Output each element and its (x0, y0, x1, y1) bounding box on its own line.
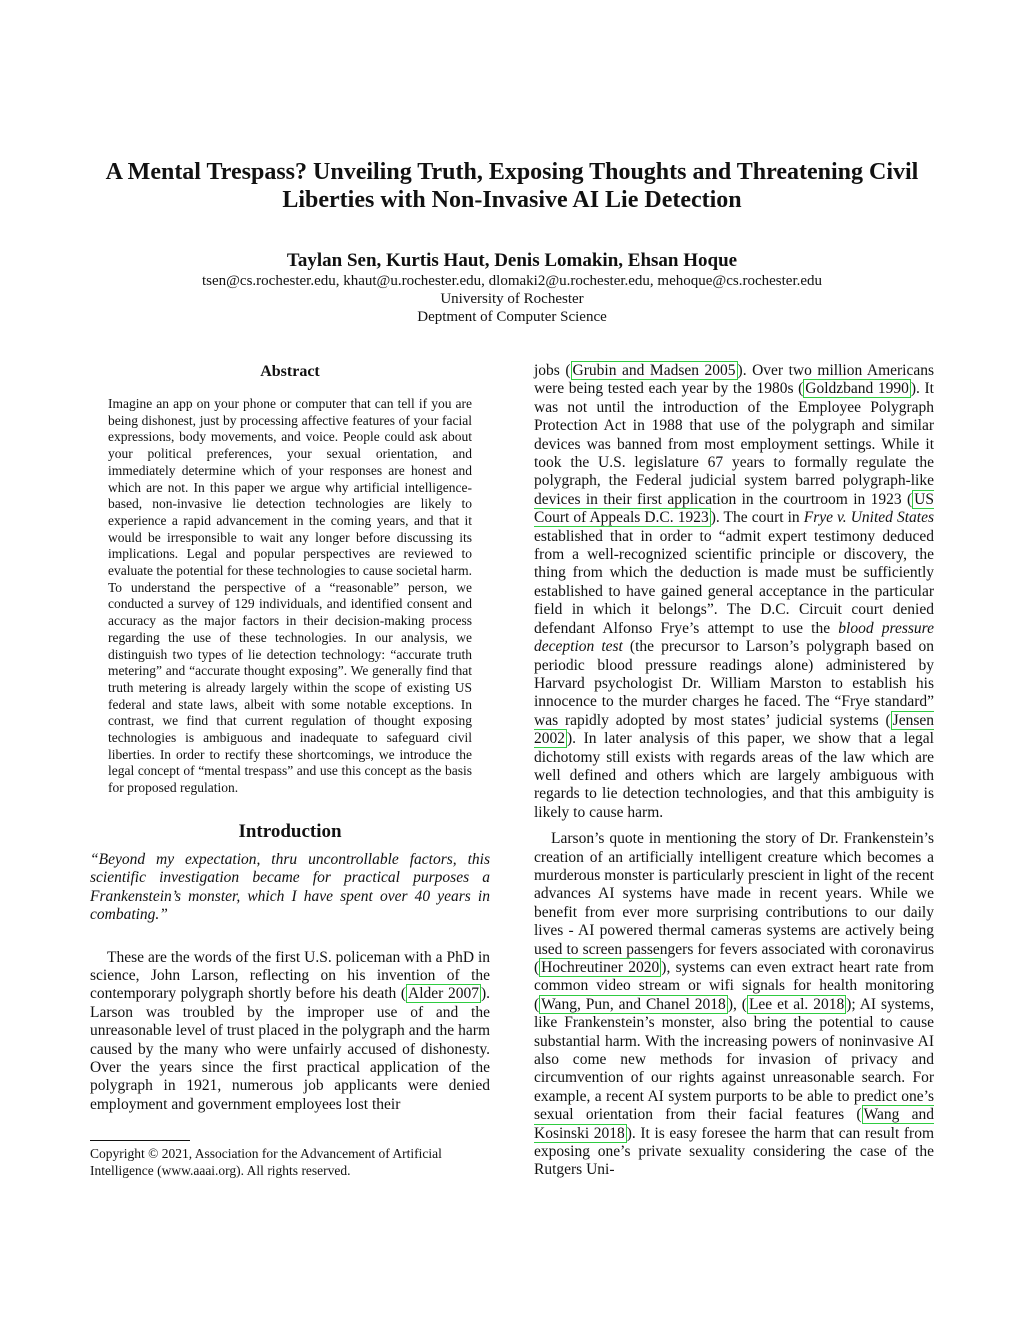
right-p1-text-b: ). Over two million Americans were being tested each year by the 1980s ( (534, 362, 935, 398)
citation-hochreutiner-2020[interactable]: Hochreutiner 2020 (541, 959, 660, 976)
right-p2-text-e: ). It is easy foresee the harm that can result from exposing one’s private sexuality considering the case of the Rutgers Uni- (534, 1124, 935, 1179)
author-emails: tsen@cs.rochester.edu, khaut@u.rochester.edu, dlomaki2@u.rochester.edu, mehoque@cs.rochester.edu (201, 273, 823, 289)
copyright-footnote (90, 1140, 490, 1179)
citation-wang-pun-chanel-2018[interactable]: Wang, Pun, and Chanel 2018 (541, 995, 726, 1013)
right-p1-text-f: (the precursor to Larson’s polygraph based on periodic blood pressure readings alone) administered by Harvard psychologist Dr. William Marston to establish his innocence to the murder charges he faced. The “Frye standard” was rapidly adopted by most states’ judicial systems ( (534, 638, 934, 729)
intro-p1-text-b: ). Larson was troubled by the improper use of and the unreasonable level of trust placed in the polygraph and the harm caused by the many who were unfairly accused of dishonesty. Over the years since the first practical application of the polygraph in 1921, numerous job applicants were denied employment and government employees lost their (90, 985, 490, 1113)
right-p2-text-c: ), ( (727, 995, 747, 1013)
department-name: Deptment of Computer Science (417, 309, 607, 325)
citation-jensen-2002[interactable]: Jensen 2002 (534, 711, 934, 748)
citation-goldzband-1990[interactable]: Goldzband 1990 (805, 380, 909, 398)
intro-p1-text-a: These are the words of the first U.S. policeman with a PhD in science, John Larson, reflecting on his invention of the contemporary polygraph shortly before his death ( (90, 948, 490, 1003)
citation-us-court-of-appeals-1923[interactable]: US Court of Appeals D.C. 1923 (534, 490, 934, 527)
abstract-heading: Abstract (260, 363, 320, 380)
title-block (80, 158, 944, 326)
case-name-frye: Frye v. United States (803, 509, 935, 527)
left-column (90, 362, 490, 1114)
abstract-text: Imagine an app on your phone or computer that can tell if you are being dishonest, just by processing affective features of your facial expressions, body movements, and voice. People could ask about your political preferences, your sexual orientation, and immediately determine which of your responses are honest and which are not. In this paper we argue why artificial intelligence-based, non-invasive lie detection technologies are likely to experience a rapid advancement in the coming years, and that it would be irresponsible to wait any longer before discussing its implications. Legal and popular perspectives are reviewed to evaluate the potential for these technologies to cause societal harm. To understand the perspective of a “reasonable” person, we conducted a survey of 129 individuals, and identified consent and accuracy as the major factors in their decision-making process regarding the use of these technologies. In our analysis, we distinguish two types of lie detection technology: “accurate truth metering” and “accurate thought exposing”. We generally find that truth metering is already largely within the scope of existing US federal and state laws, albeit with some notable exceptions. In contrast, we find that current regulation of thought exposing technologies is ambiguous and inadequate to safeguard civil liberties. In order to rectify these shortcomings, we introduce the legal concept of “mental trespass” and use this concept as the basis for proposed regulation. (108, 396, 472, 796)
citation-alder-2007[interactable]: Alder 2007 (408, 985, 479, 1003)
right-p2-text-b: ), systems can even extract heart rate from common video stream or wifi signals for health monitoring ( (534, 959, 934, 1013)
larson-quote: “Beyond my expectation, thru uncontrollable factors, this scientific investigation became for practical purposes a Frankenstein’s monster, which I have spent over 40 years in combating.” (90, 850, 490, 924)
right-p1-text-g: ). In later analysis of this paper, we show that a legal dichotomy still exists with regards areas of the law which are well defined and others which are largely ambiguous with regards to lie detection technologies, and that this ambiguity is likely to cause harm. (534, 730, 934, 821)
right-paragraph-2 (534, 830, 934, 1180)
citation-grubin-madsen-2005[interactable]: Grubin and Madsen 2005 (572, 362, 736, 379)
author-list: Taylan Sen, Kurtis Haut, Denis Lomakin, Ehsan Hoque (286, 250, 738, 271)
citation-lee-2018[interactable]: Lee et al. 2018 (748, 995, 845, 1013)
university-name: University of Rochester (440, 291, 584, 307)
introduction-heading: Introduction (238, 820, 342, 842)
right-p1-text-c: ). It was not until the introduction of the Employee Polygraph Protection Act in 1988 that use of the polygraph and similar devices was banned from most employment settings. While it took the U.S. legislature 67 years to formally regulate the polygraph, the Federal judicial system barred polygraph-like devices in their first application in the courtroom in 1923 ( (534, 380, 934, 508)
footnote-rule (90, 1140, 190, 1141)
citation-wang-kosinski-2018[interactable]: Wang and Kosinski 2018 (534, 1106, 935, 1142)
term-blood-pressure-test: blood pressure deception test (534, 619, 934, 656)
right-p2-text-a: Larson’s quote in mentioning the story of Dr. Frankenstein’s creation of an artificially intelligent creature which becomes a murderous monster is particularly prescient in light of the recent advances AI systems have made in recent years. While we benefit from ever more surprising contributions to our daily lives - AI powered thermal cameras systems are actively being used to screen passengers for fevers associated with coronavirus ( (534, 830, 934, 976)
right-p2-text-d: ); AI systems, like Frankenstein’s monster, also bring the potential to cause substantial harm. With the increasing powers of noninvasive AI also come new methods for invasion of privacy and circumvention of our rights against unreasonable search. For example, a recent AI system purports to be able to predict one’s sexual orientation from their facial features ( (534, 995, 934, 1124)
right-column (534, 362, 934, 1180)
right-paragraph-1 (534, 362, 934, 822)
intro-paragraph-1 (90, 949, 490, 1115)
right-p1-text-e: established that in order to “admit expert testimony deduced from a well-recognized scientific principle or discovery, the thing from which the deduction is made must be sufficiently established to have gained general acceptance in the particular field in which it belongs”. The D.C. Circuit court denied defendant Alfonso Frye’s attempt to use the (534, 527, 934, 637)
paper-title: A Mental Trespass? Unveiling Truth, Exposing Thoughts and Threatening Civil Liberties with Non-Invasive AI Lie Detection (105, 159, 919, 213)
right-p1-text-a: jobs ( (534, 362, 571, 379)
copyright-text: Copyright © 2021, Association for the Advancement of Artificial Intelligence (www.aaai.org). All rights reserved. (90, 1146, 442, 1178)
right-p1-text-d: ). The court in (710, 509, 804, 527)
